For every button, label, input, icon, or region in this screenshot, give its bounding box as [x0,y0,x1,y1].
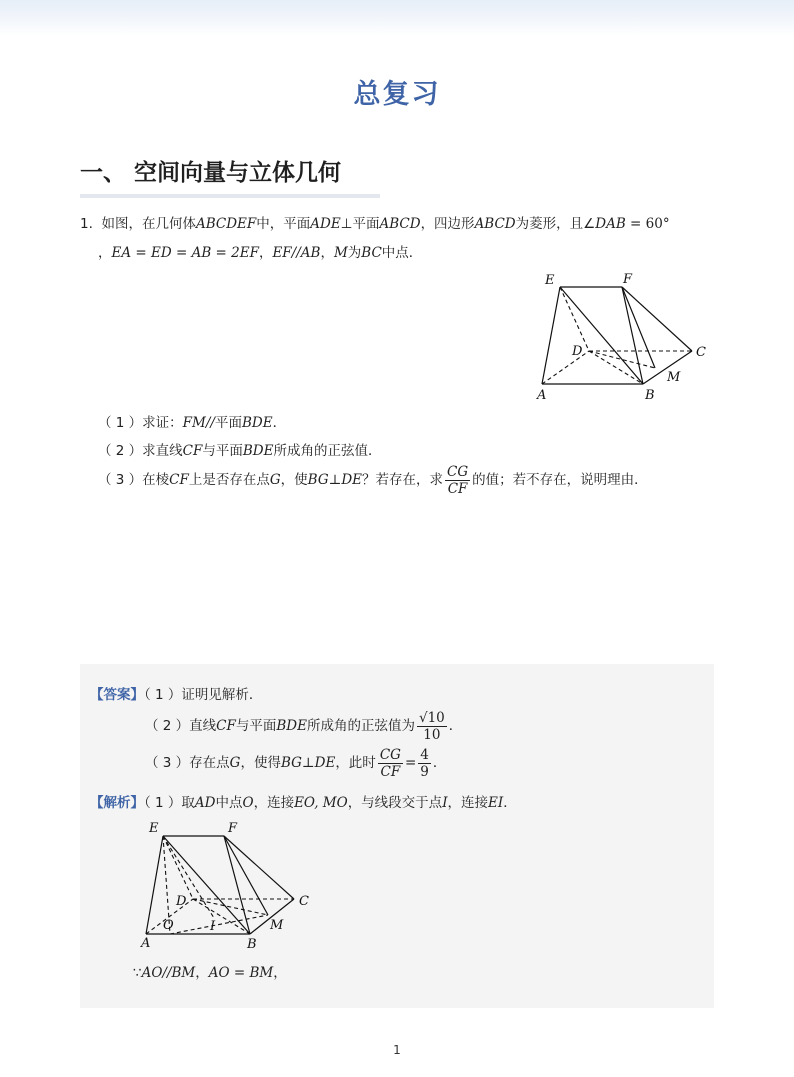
vertex-label-A: A [141,936,151,951]
analysis-label: （ 1 ） [144,795,182,811]
text: ， [320,245,334,261]
vertex-label-E: E [545,273,555,288]
fraction-denominator: CF [380,763,401,780]
math: AD [194,795,216,811]
math: G [229,755,241,771]
math: G [269,472,281,488]
problem-line-2 [98,243,422,263]
text: 所成角的正弦值为 [306,718,415,734]
vertex-label-O: O [163,918,174,933]
math: BG⊥DE [307,472,363,488]
math: ABCD [379,216,421,232]
text: 直线 [189,718,217,734]
problem-line-1 [80,214,670,234]
page-title: 总复习 [353,79,441,110]
text: ， [195,965,209,981]
vertex-label-E: E [149,821,159,836]
math: = 60° [625,216,670,232]
math: AO//BM [141,965,196,981]
fraction [418,747,431,780]
text: ⊥平面 [340,216,380,232]
page-number: 1 [393,1043,401,1057]
vertex-label-D: D [572,344,583,359]
answer-2 [145,706,462,746]
answer-label: （ 2 ） [145,718,190,734]
text: ，使得 [240,755,281,771]
answer-3 [145,743,446,783]
section-underline [80,194,380,198]
vertex-label-M: M [667,370,681,385]
text: 在棱 [142,472,170,488]
question-label: （ 1 ） [98,415,143,431]
fraction-numerator: √10 [418,709,445,726]
text: 的值；若不存在，说明理由． [472,472,648,488]
vertex-label-B: B [645,388,655,403]
text: 求证： [142,415,183,431]
fraction-numerator: CG [379,746,401,763]
math: EO, MO [294,795,348,811]
text: 为 [347,245,362,261]
answer-1 [90,685,262,705]
text: 求直线 [142,443,183,459]
text: 取 [181,795,195,811]
text: 所成角的正弦值． [273,443,382,459]
math: ADE [310,216,341,232]
fraction [445,464,470,497]
math: ABCDEF [195,216,257,232]
math: BG⊥DE [280,755,336,771]
problem-number: 1. [80,216,93,232]
header-band [0,0,794,36]
vertex-label-F: F [623,272,633,287]
text: ，连接 [253,795,295,811]
vertex-label-C: C [299,894,309,909]
text: 中点． [381,245,423,261]
math: DAB [595,216,626,232]
because-symbol: ∵ [133,965,142,981]
text: ，连接 [447,795,489,811]
text: ． [503,795,517,811]
text: 与平面 [235,718,277,734]
text: 证明见解析． [181,687,263,703]
vertex-label-F: F [228,821,238,836]
fraction-denominator: 10 [423,726,441,743]
text: ，与线段交于点 [347,795,443,811]
section-heading: 一、 空间向量与立体几何 [80,160,342,186]
math: O [242,795,254,811]
math: BDE [276,718,307,734]
vertex-label-D: D [176,894,187,909]
text: ，使 [280,472,308,488]
geometry-figure-2 [135,815,325,955]
text: 平面 [214,415,242,431]
vertex-label-A: A [537,388,547,403]
question-1 [98,413,286,433]
vertex-label-M: M [270,918,284,933]
analysis-tag: 【解析】 [90,795,144,811]
geometry-figure-1 [530,266,720,406]
question-2 [98,441,381,461]
question-label: （ 2 ） [98,443,143,459]
vertex-label-I: I [210,919,216,934]
text: ，此时 [335,755,376,771]
text: 上是否存在点 [188,472,270,488]
math: FM// [182,415,215,431]
math: BC [361,245,382,261]
text: 存在点 [189,755,230,771]
analysis-step [133,963,287,983]
fraction-denominator: CF [447,480,468,497]
text: ， [273,965,287,981]
vertex-label-B: B [247,937,257,952]
math: ABCD [474,216,516,232]
math: EI [488,795,504,811]
text: 中点 [215,795,243,811]
text: ， [258,245,273,261]
text: 与平面 [202,443,243,459]
math: M [333,245,348,261]
math: BDE [242,443,274,459]
text: ？若存在，求 [362,472,444,488]
fraction-numerator: 4 [420,746,429,763]
math: BDE [241,415,273,431]
fraction [378,747,403,780]
text: 中，平面 [256,216,311,232]
text: ， [98,245,112,261]
math: EF//AB [272,245,321,261]
answer-tag: 【答案】 [90,687,144,703]
fraction [417,710,447,743]
math: CF [182,443,203,459]
math: CF [169,472,189,488]
question-3 [98,462,648,498]
fraction-numerator: CG [447,463,469,480]
question-label: （ 3 ） [98,472,143,488]
fraction-denominator: 9 [420,763,429,780]
text: 如图，在几何体 [101,216,196,232]
equals-sign: = [404,755,417,771]
math: AO = BM [208,965,274,981]
math: CF [216,718,236,734]
text: ． [448,718,463,734]
text: ，四边形 [420,216,475,232]
math: I [442,795,448,811]
math: EA = ED = AB = 2EF [111,245,259,261]
text: ． [272,415,287,431]
answer-label: （ 3 ） [145,755,190,771]
vertex-label-C: C [696,345,706,360]
text: 为菱形，且∠ [515,216,596,232]
analysis-1 [90,793,517,813]
answer-label: （ 1 ） [144,687,182,703]
text: ． [432,755,447,771]
